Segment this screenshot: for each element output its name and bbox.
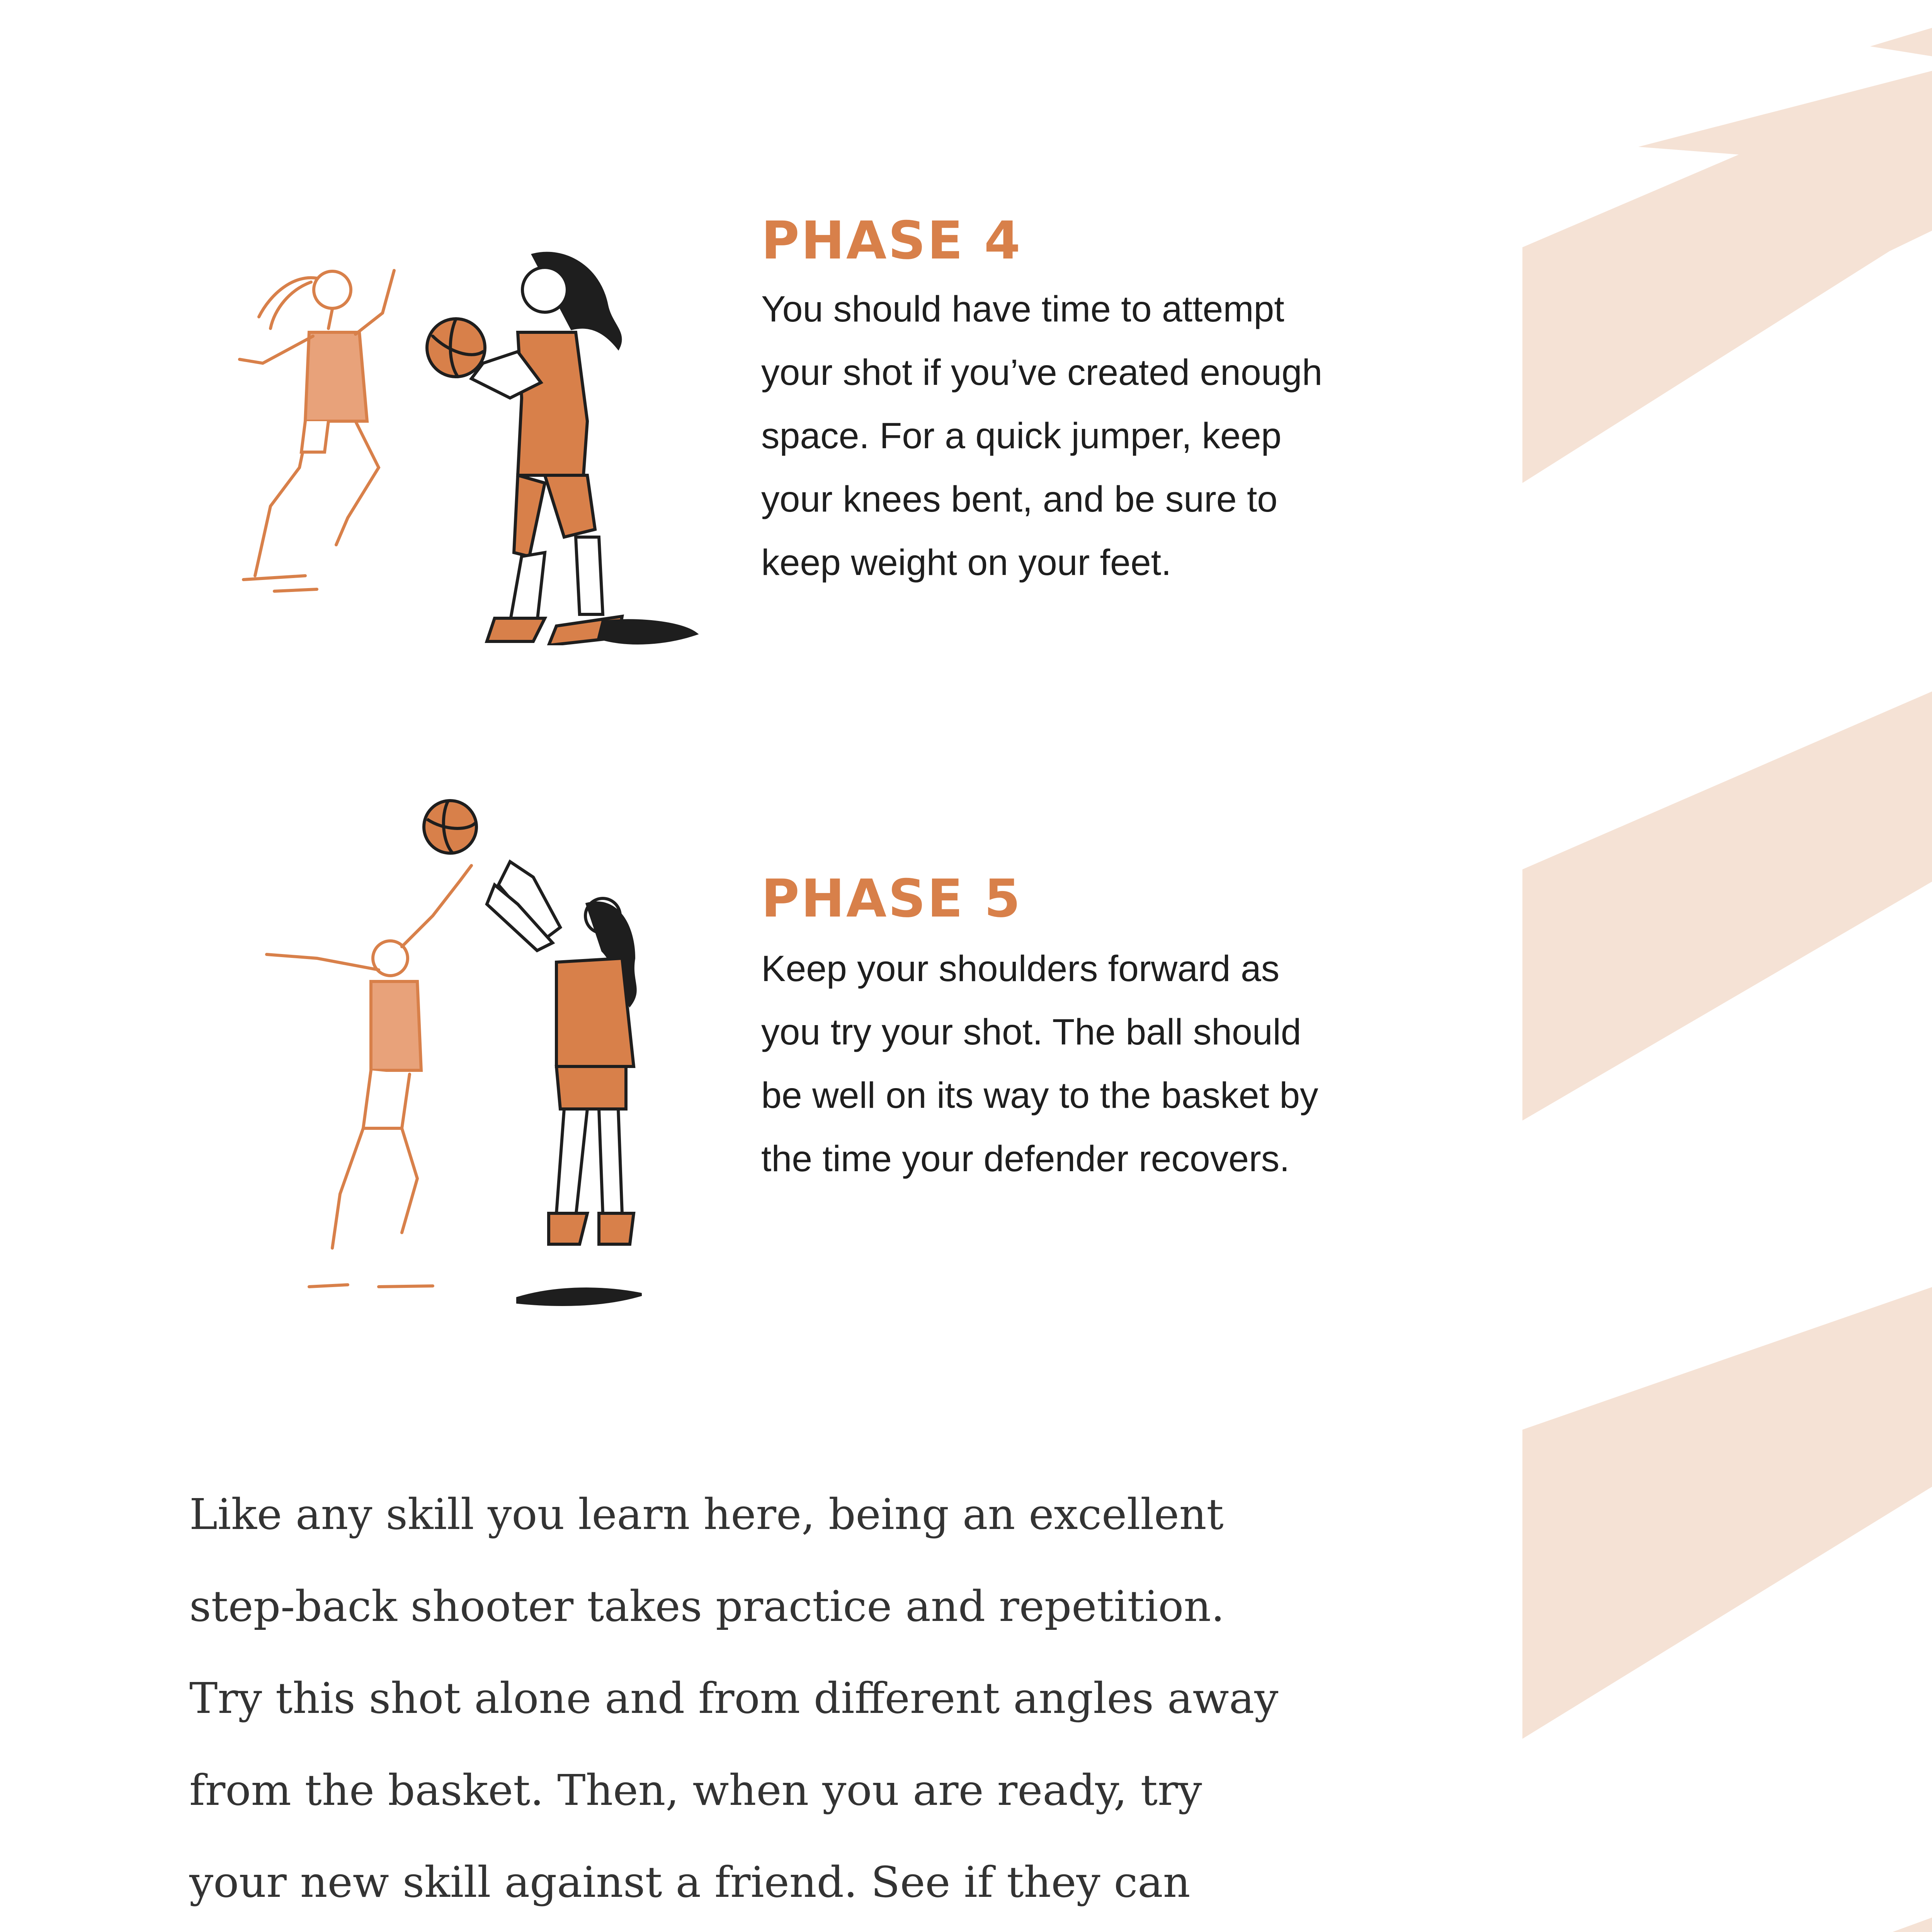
decorative-pattern-page: [1522, 0, 1932, 1932]
phase-4-description: You should have time to attempt your shot if you’ve created enough space. For a quick jumper, keep your knees bent, and be sure to keep weight on your feet.: [761, 289, 1323, 583]
phase-5-description: Keep your shoulders forward as you try your shot. The ball should be well on its way to the basket by the time your defender recovers.: [761, 948, 1318, 1179]
closing-paragraph: Like any skill you learn here, being an excellent step-back shooter takes practice and repetition. Try this shot alone and from different angles away from the basket. Then, when you are ready, try your new skill against a friend. See if they can: [189, 1490, 1279, 1907]
phase-4-illustration: [216, 236, 719, 645]
lightning-pattern: [1522, 0, 1932, 1932]
phase-5-heading: PHASE 5: [761, 868, 1022, 929]
phase-5-illustration: [216, 788, 680, 1306]
phase-4-heading: PHASE 4: [761, 210, 1022, 271]
